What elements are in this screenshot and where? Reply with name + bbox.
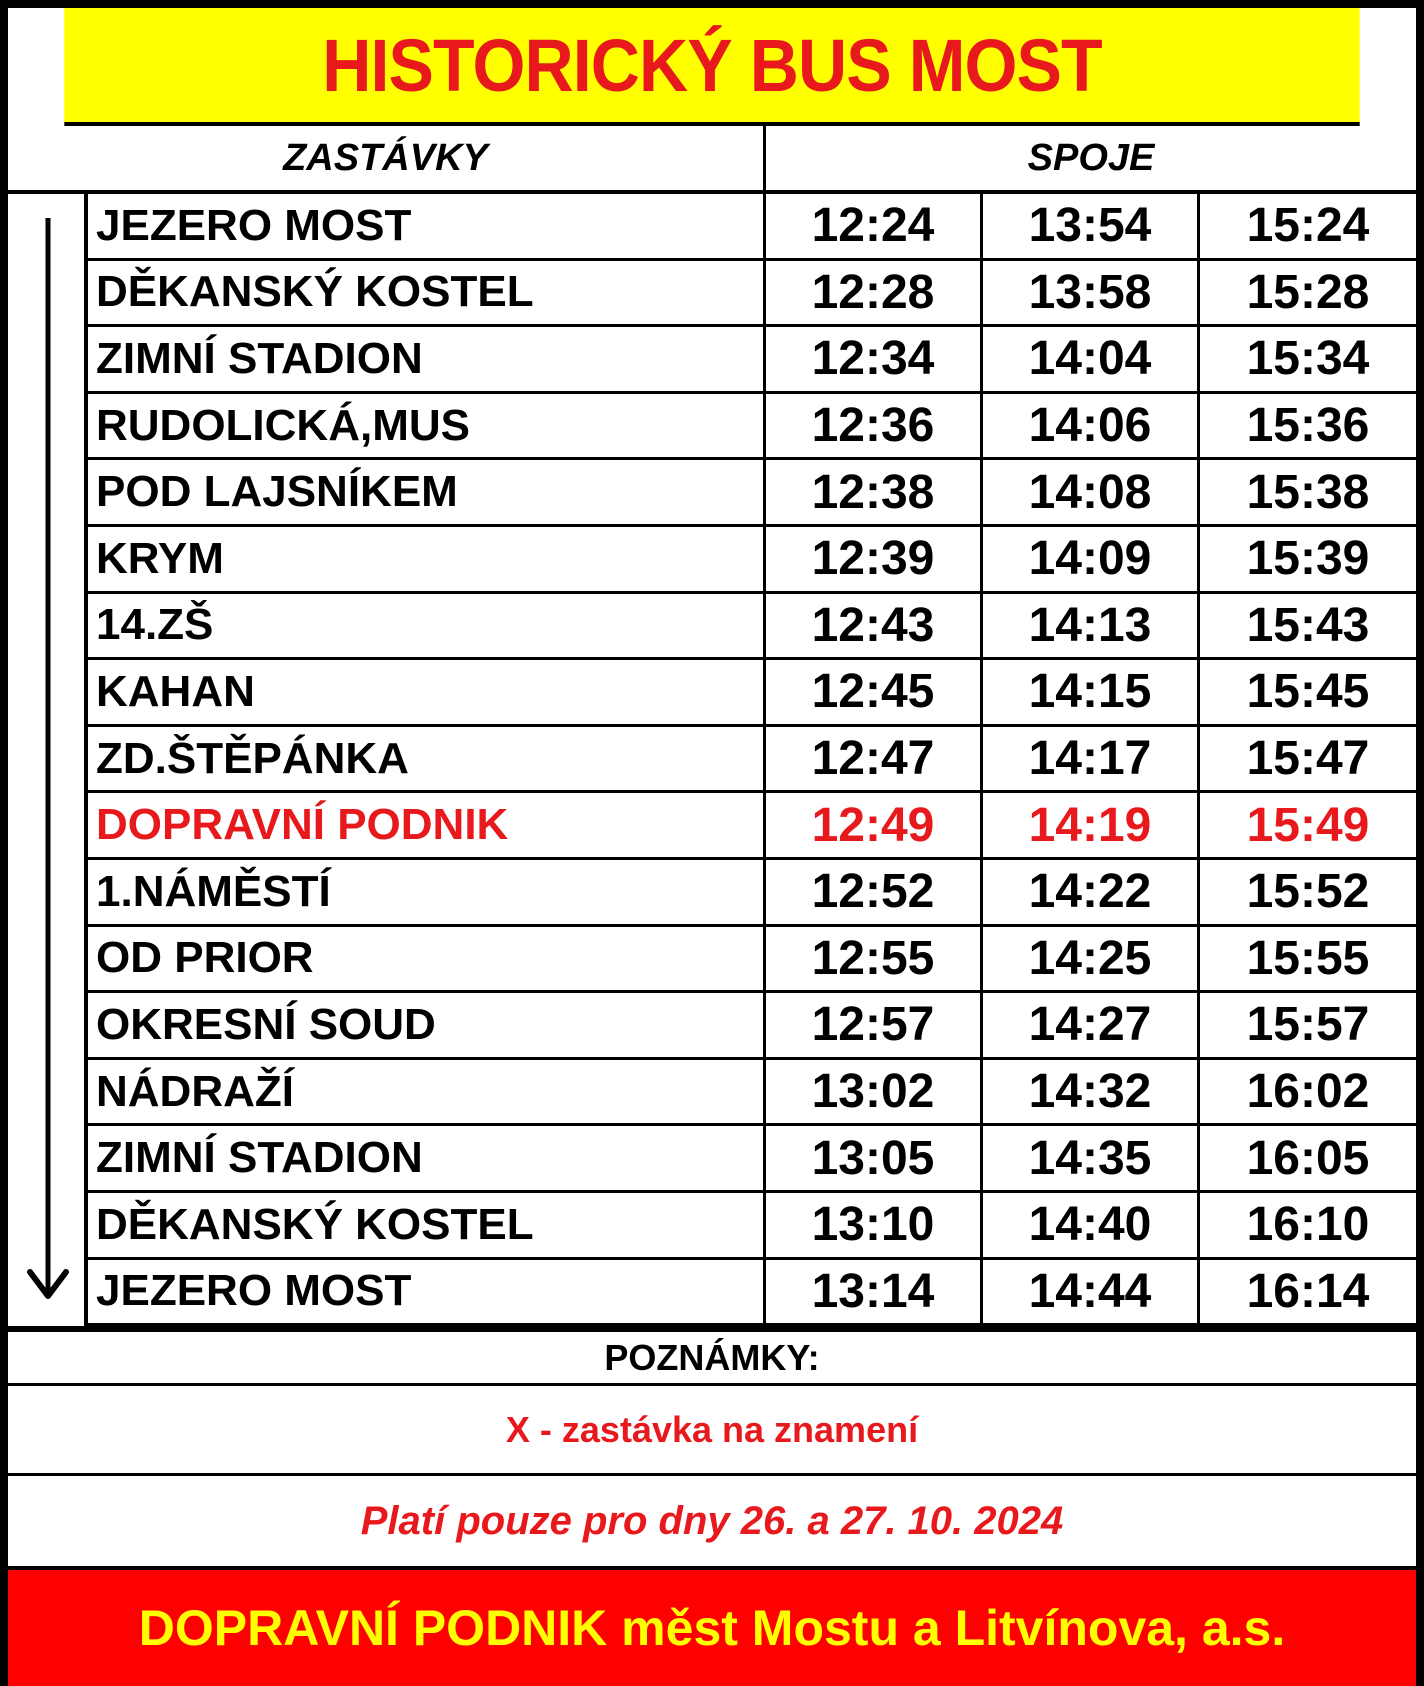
- departure-time: 12:55: [766, 927, 983, 991]
- departure-time: 16:14: [1246, 1264, 1370, 1318]
- note-request-stop: X - zastávka na znamení: [8, 1386, 1416, 1476]
- stop-name: NÁDRAŽÍ: [88, 1060, 766, 1124]
- stop-name: KRYM: [88, 527, 766, 591]
- table-row: [88, 660, 1416, 727]
- table-row: [88, 261, 1416, 328]
- departure-time: 14:32: [983, 1060, 1200, 1124]
- table-row: [88, 927, 1416, 994]
- table-row: [88, 727, 1416, 794]
- stop-name: ZIMNÍ STADION: [88, 327, 766, 391]
- table-row: [88, 1193, 1416, 1260]
- stop-name: OKRESNÍ SOUD: [88, 993, 766, 1057]
- departure-time: 12:49: [766, 793, 983, 857]
- stop-name: DĚKANSKÝ KOSTEL: [88, 1193, 766, 1257]
- stop-name: RUDOLICKÁ,MUS: [88, 394, 766, 458]
- departure-time: 15:52: [1246, 865, 1370, 919]
- stop-name: KAHAN: [88, 660, 766, 724]
- stop-name: ZD.ŠTĚPÁNKA: [88, 727, 766, 791]
- departure-time: 12:24: [766, 194, 983, 258]
- departure-time: 15:24: [1246, 199, 1370, 253]
- arrow-down-icon: [8, 194, 88, 1326]
- validity-note: Platí pouze pro dny 26. a 27. 10. 2024: [360, 1498, 1064, 1543]
- departure-time: 15:43: [1246, 598, 1370, 652]
- departure-time: 12:36: [766, 394, 983, 458]
- departure-time: 14:22: [983, 860, 1200, 924]
- stop-name: DOPRAVNÍ PODNIK: [88, 793, 766, 857]
- departure-time: 13:58: [983, 261, 1200, 325]
- direction-column: [8, 194, 88, 1326]
- departure-time: 12:38: [766, 460, 983, 524]
- table-row: [88, 527, 1416, 594]
- table-row: [88, 594, 1416, 661]
- table-row: [88, 1260, 1416, 1327]
- table-row: [88, 460, 1416, 527]
- departure-time: 14:08: [983, 460, 1200, 524]
- departure-time: 13:05: [766, 1126, 983, 1190]
- table-row: [88, 860, 1416, 927]
- departure-time: 15:45: [1246, 665, 1370, 719]
- stop-name: JEZERO MOST: [88, 194, 766, 258]
- departure-time: 16:10: [1246, 1198, 1370, 1252]
- stop-name: DĚKANSKÝ KOSTEL: [88, 261, 766, 325]
- stop-name: 1.NÁMĚSTÍ: [88, 860, 766, 924]
- departure-time: 12:52: [766, 860, 983, 924]
- departure-time: 14:04: [983, 327, 1200, 391]
- stop-name: POD LAJSNÍKEM: [88, 460, 766, 524]
- operator-footer: DOPRAVNÍ PODNIK měst Mostu a Litvínova, a.s.: [8, 1566, 1416, 1686]
- page-title: HISTORICKÝ BUS MOST: [64, 8, 1359, 126]
- trips-column-header: SPOJE: [766, 126, 1416, 194]
- table-row: [88, 793, 1416, 860]
- departure-time: 13:14: [766, 1260, 983, 1324]
- departure-time: 14:44: [983, 1260, 1200, 1324]
- departure-time: 12:28: [766, 261, 983, 325]
- departure-time: 14:15: [983, 660, 1200, 724]
- departure-time: 15:36: [1246, 399, 1370, 453]
- notes-heading: POZNÁMKY:: [8, 1326, 1416, 1386]
- departure-time: 15:28: [1246, 265, 1370, 319]
- table-row: [88, 1060, 1416, 1127]
- departure-time: 12:57: [766, 993, 983, 1057]
- table-row: [88, 327, 1416, 394]
- departure-time: 13:10: [766, 1193, 983, 1257]
- departure-time: 12:45: [766, 660, 983, 724]
- departure-time: 12:39: [766, 527, 983, 591]
- table-row: [88, 1126, 1416, 1193]
- departure-time: 14:19: [983, 793, 1200, 857]
- departure-time: 14:09: [983, 527, 1200, 591]
- departure-time: 14:27: [983, 993, 1200, 1057]
- departure-time: 12:47: [766, 727, 983, 791]
- departure-time: 12:34: [766, 327, 983, 391]
- departure-time: 15:34: [1246, 332, 1370, 386]
- departure-time: 12:43: [766, 594, 983, 658]
- departure-time: 14:40: [983, 1193, 1200, 1257]
- departure-time: 15:57: [1246, 998, 1370, 1052]
- table-row: [88, 394, 1416, 461]
- departure-time: 15:55: [1246, 931, 1370, 985]
- departure-time: 14:17: [983, 727, 1200, 791]
- departure-time: 14:06: [983, 394, 1200, 458]
- departure-time: 14:35: [983, 1126, 1200, 1190]
- departure-time: 15:39: [1246, 532, 1370, 586]
- departure-time: 16:02: [1246, 1065, 1370, 1119]
- departure-time: 14:25: [983, 927, 1200, 991]
- departure-time: 13:02: [766, 1060, 983, 1124]
- table-row: [88, 993, 1416, 1060]
- departure-time: 15:49: [1246, 798, 1370, 852]
- departure-time: 15:47: [1246, 732, 1370, 786]
- departure-time: 15:38: [1246, 465, 1370, 519]
- stops-column-header: ZASTÁVKY: [8, 126, 766, 194]
- stop-name: 14.ZŠ: [88, 594, 766, 658]
- departure-time: 13:54: [983, 194, 1200, 258]
- table-row: [88, 194, 1416, 261]
- departure-time: 14:13: [983, 594, 1200, 658]
- stop-name: JEZERO MOST: [88, 1260, 766, 1324]
- departure-time: 16:05: [1246, 1131, 1370, 1185]
- stop-name: OD PRIOR: [88, 927, 766, 991]
- stop-name: ZIMNÍ STADION: [88, 1126, 766, 1190]
